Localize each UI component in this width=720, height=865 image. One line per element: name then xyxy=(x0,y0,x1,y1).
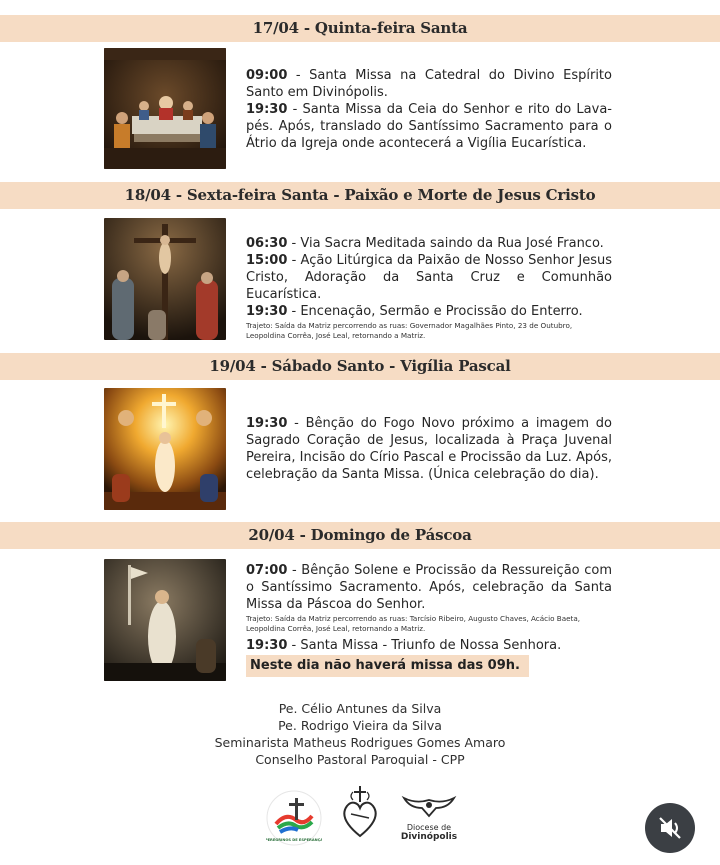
resurrection-image xyxy=(104,388,226,510)
event-item xyxy=(246,252,612,303)
event-item xyxy=(246,637,612,654)
event-item xyxy=(246,235,612,252)
risen-christ-image xyxy=(104,559,226,681)
event-time: 09:00 xyxy=(246,68,288,83)
event-description: - Santa Missa da Ceia do Senhor e rito do Lava-pés. Após, translado do Santíssimo Sacramento para o Átrio da Igreja onde acontecerá a Vigília Eucarística. xyxy=(246,102,612,151)
mute-button[interactable] xyxy=(645,803,695,853)
event-item xyxy=(246,415,612,483)
jubilee-logo xyxy=(266,790,322,846)
diocese-line1: Diocese de xyxy=(406,823,452,832)
event-time: 19:30 xyxy=(246,416,288,431)
event-description: - Santa Missa na Catedral do Divino Espírito Santo em Divinópolis. xyxy=(246,68,612,100)
day-header-saturday: 19/04 - Sábado Santo - Vigília Pascal xyxy=(0,353,720,380)
event-time: 07:00 xyxy=(246,563,288,578)
organizer-name: Pe. Rodrigo Vieira da Silva xyxy=(278,718,442,733)
diocese-logo xyxy=(396,790,462,842)
procession-route: Trajeto: Saída da Matriz percorrendo as ruas: Tarcísio Ribeiro, Augusto Chaves, Acácio Baeta, Leopoldina Corrêa, José Leal, retornando a Matriz. xyxy=(246,614,581,633)
speaker-muted-icon xyxy=(645,803,695,853)
jubilee-logo-text: PEREGRINOS DE ESPERANÇA xyxy=(266,838,322,842)
event-description: - Via Sacra Meditada saindo da Rua José Franco. xyxy=(287,236,604,251)
event-time: 19:30 xyxy=(246,638,288,653)
day-events-sunday xyxy=(246,562,612,654)
event-description: - Bênção do Fogo Novo próximo a imagem do Sagrado Coração de Jesus, localizada à Praça Juvenal Pereira, Incisão do Círio Pascal e Procissão da Luz. Após, celebração da Santa Missa. (Única celebração do dia). xyxy=(246,416,613,482)
event-item xyxy=(246,101,612,152)
day-header-sunday: 20/04 - Domingo de Páscoa xyxy=(0,522,720,549)
event-time: 06:30 xyxy=(246,236,288,251)
event-description: - Encenação, Sermão e Procissão do Enterro. xyxy=(287,304,583,319)
day-events-saturday xyxy=(246,415,612,483)
organizers-list xyxy=(0,700,720,768)
organizer-name: Seminarista Matheus Rodrigues Gomes Amaro xyxy=(214,735,506,750)
last-supper-image xyxy=(104,48,226,169)
event-description: - Santa Missa - Triunfo de Nossa Senhora. xyxy=(287,638,562,653)
event-time: 15:00 xyxy=(246,253,288,268)
day-header-thursday: 17/04 - Quinta-feira Santa xyxy=(0,15,720,42)
event-item xyxy=(246,562,612,613)
sacred-heart-logo xyxy=(339,784,381,842)
day-events-friday xyxy=(246,235,612,344)
event-time: 19:30 xyxy=(246,304,288,319)
event-time: 19:30 xyxy=(246,102,288,117)
event-item xyxy=(246,67,612,101)
no-mass-notice: Neste dia não haverá missa das 09h. xyxy=(246,655,529,677)
day-header-friday: 18/04 - Sexta-feira Santa - Paixão e Morte de Jesus Cristo xyxy=(0,182,720,209)
event-description: - Bênção Solene e Procissão da Ressureição com o Santíssimo Sacramento. Após, celebração da Santa Missa da Páscoa do Senhor. xyxy=(246,563,612,612)
event-description: - Ação Litúrgica da Paixão de Nosso Senhor Jesus Cristo, Adoração da Santa Cruz e Comunhão Eucarística. xyxy=(246,253,612,302)
diocese-line2: Divinópolis xyxy=(400,832,458,842)
procession-route: Trajeto: Saída da Matriz percorrendo as ruas: Governador Magalhães Pinto, 23 de Outubro, Leopoldina Corrêa, José Leal, retornando a Matriz. xyxy=(246,321,573,340)
organizer-name: Conselho Pastoral Paroquial - CPP xyxy=(255,752,465,767)
organizer-name: Pe. Célio Antunes da Silva xyxy=(278,701,442,716)
crucifixion-image xyxy=(104,218,226,340)
day-events-thursday xyxy=(246,67,612,152)
event-item xyxy=(246,303,612,320)
